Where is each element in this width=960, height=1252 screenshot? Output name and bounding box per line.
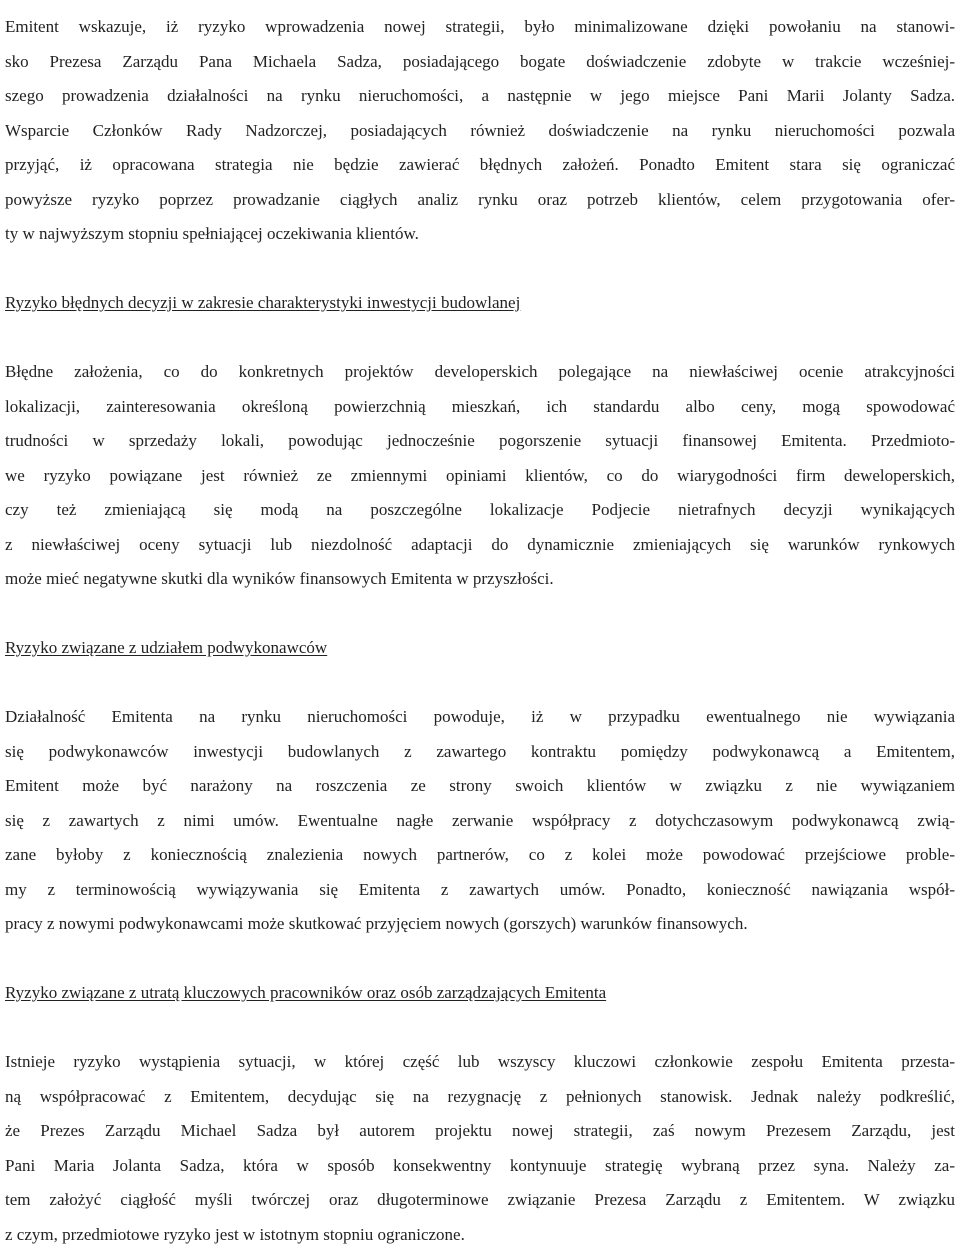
text-line: ną współpracować z Emitentem, decydując się na rezygnację z pełnionych stanowisk. Jednak należy podkreślić, (5, 1080, 955, 1115)
text-line: zane byłoby z koniecznością znalezienia nowych partnerów, co z kolei może powodować przejściowe proble- (5, 838, 955, 873)
text-line: czy też zmieniającą się modą na poszczególne lokalizacje Podjecie nietrafnych decyzji wynikających (5, 493, 955, 528)
text-line: może mieć negatywne skutki dla wyników finansowych Emitenta w przyszłości. (5, 562, 955, 597)
text-line: z niewłaściwej oceny sytuacji lub niezdolność adaptacji do dynamicznie zmieniających się warunków rynkowych (5, 528, 955, 563)
paragraph-subcontractors (5, 700, 955, 942)
paragraph-key-personnel (5, 1045, 955, 1252)
section-spacer (5, 1011, 955, 1046)
document-page (5, 10, 955, 1252)
text-line: przyjąć, iż opracowana strategia nie będzie zawierać błędnych założeń. Ponadto Emitent stara się ograniczać (5, 148, 955, 183)
text-line: my z terminowością wywiązywania się Emitenta z zawartych umów. Ponadto, konieczność nawiązania współ- (5, 873, 955, 908)
paragraph-investment-decisions (5, 355, 955, 597)
text-line: że Prezes Zarządu Michael Sadza był autorem projektu nowej strategii, zaś nowym Prezesem Zarządu, jest (5, 1114, 955, 1149)
section-spacer (5, 666, 955, 701)
text-line: Emitent wskazuje, iż ryzyko wprowadzenia nowej strategii, było minimalizowane dzięki powołaniu na stanowi- (5, 10, 955, 45)
text-line: tem założyć ciągłość myśli twórczej oraz długoterminowe związanie Prezesa Zarządu z Emitentem. W związku (5, 1183, 955, 1218)
text-line: z czym, przedmiotowe ryzyko jest w istotnym stopniu ograniczone. (5, 1218, 955, 1252)
text-line: Działalność Emitenta na rynku nieruchomości powoduje, iż w przypadku ewentualnego nie wywiązania (5, 700, 955, 735)
text-line: się z zawartych z nimi umów. Ewentualne nagłe zerwanie współpracy z dotychczasowym podwykonawcą zwią- (5, 804, 955, 839)
text-line: szego prowadzenia działalności na rynku nieruchomości, a następnie w jego miejsce Pani Marii Jolanty Sadza. (5, 79, 955, 114)
text-line: sko Prezesa Zarządu Pana Michaela Sadza, posiadającego bogate doświadczenie zdobyte w trakcie wcześniej- (5, 45, 955, 80)
text-line: Istnieje ryzyko wystąpienia sytuacji, w której część lub wszyscy kluczowi członkowie zespołu Emitenta przesta- (5, 1045, 955, 1080)
section-spacer (5, 597, 955, 632)
text-line: powyższe ryzyko poprzez prowadzanie ciągłych analiz rynku oraz potrzeb klientów, celem przygotowania ofer- (5, 183, 955, 218)
text-line: Błędne założenia, co do konkretnych projektów developerskich polegające na niewłaściwej ocenie atrakcyjności (5, 355, 955, 390)
paragraph-strategy-risk (5, 10, 955, 252)
text-line: trudności w sprzedaży lokali, powodując jednocześnie pogorszenie sytuacji finansowej Emitenta. Przedmioto- (5, 424, 955, 459)
text-line: Emitent może być narażony na roszczenia ze strony swoich klientów w związku z nie wywiązaniem (5, 769, 955, 804)
text-line: Wsparcie Członków Rady Nadzorczej, posiadających również doświadczenie na rynku nieruchomości pozwala (5, 114, 955, 149)
text-line: pracy z nowymi podwykonawcami może skutkować przyjęciem nowych (gorszych) warunków finansowych. (5, 907, 955, 942)
section-spacer (5, 942, 955, 977)
section-spacer (5, 252, 955, 287)
section-heading-key-personnel: Ryzyko związane z utratą kluczowych pracowników oraz osób zarządzających Emitenta (5, 976, 955, 1011)
section-spacer (5, 321, 955, 356)
text-line: ty w najwyższym stopniu spełniającej oczekiwania klientów. (5, 217, 955, 252)
text-line: lokalizacji, zainteresowania określoną powierzchnią mieszkań, ich standardu albo ceny, mogą spowodować (5, 390, 955, 425)
text-line: Pani Maria Jolanta Sadza, która w sposób konsekwentny kontynuuje strategię wybraną przez syna. Należy za- (5, 1149, 955, 1184)
section-heading-subcontractors: Ryzyko związane z udziałem podwykonawców (5, 631, 955, 666)
text-line: się podwykonawców inwestycji budowlanych z zawartego kontraktu pomiędzy podwykonawcą a Emitentem, (5, 735, 955, 770)
section-heading-investment-decisions: Ryzyko błędnych decyzji w zakresie charakterystyki inwestycji budowlanej (5, 286, 955, 321)
text-line: we ryzyko powiązane jest również ze zmiennymi opiniami klientów, co do wiarygodności firm deweloperskich, (5, 459, 955, 494)
